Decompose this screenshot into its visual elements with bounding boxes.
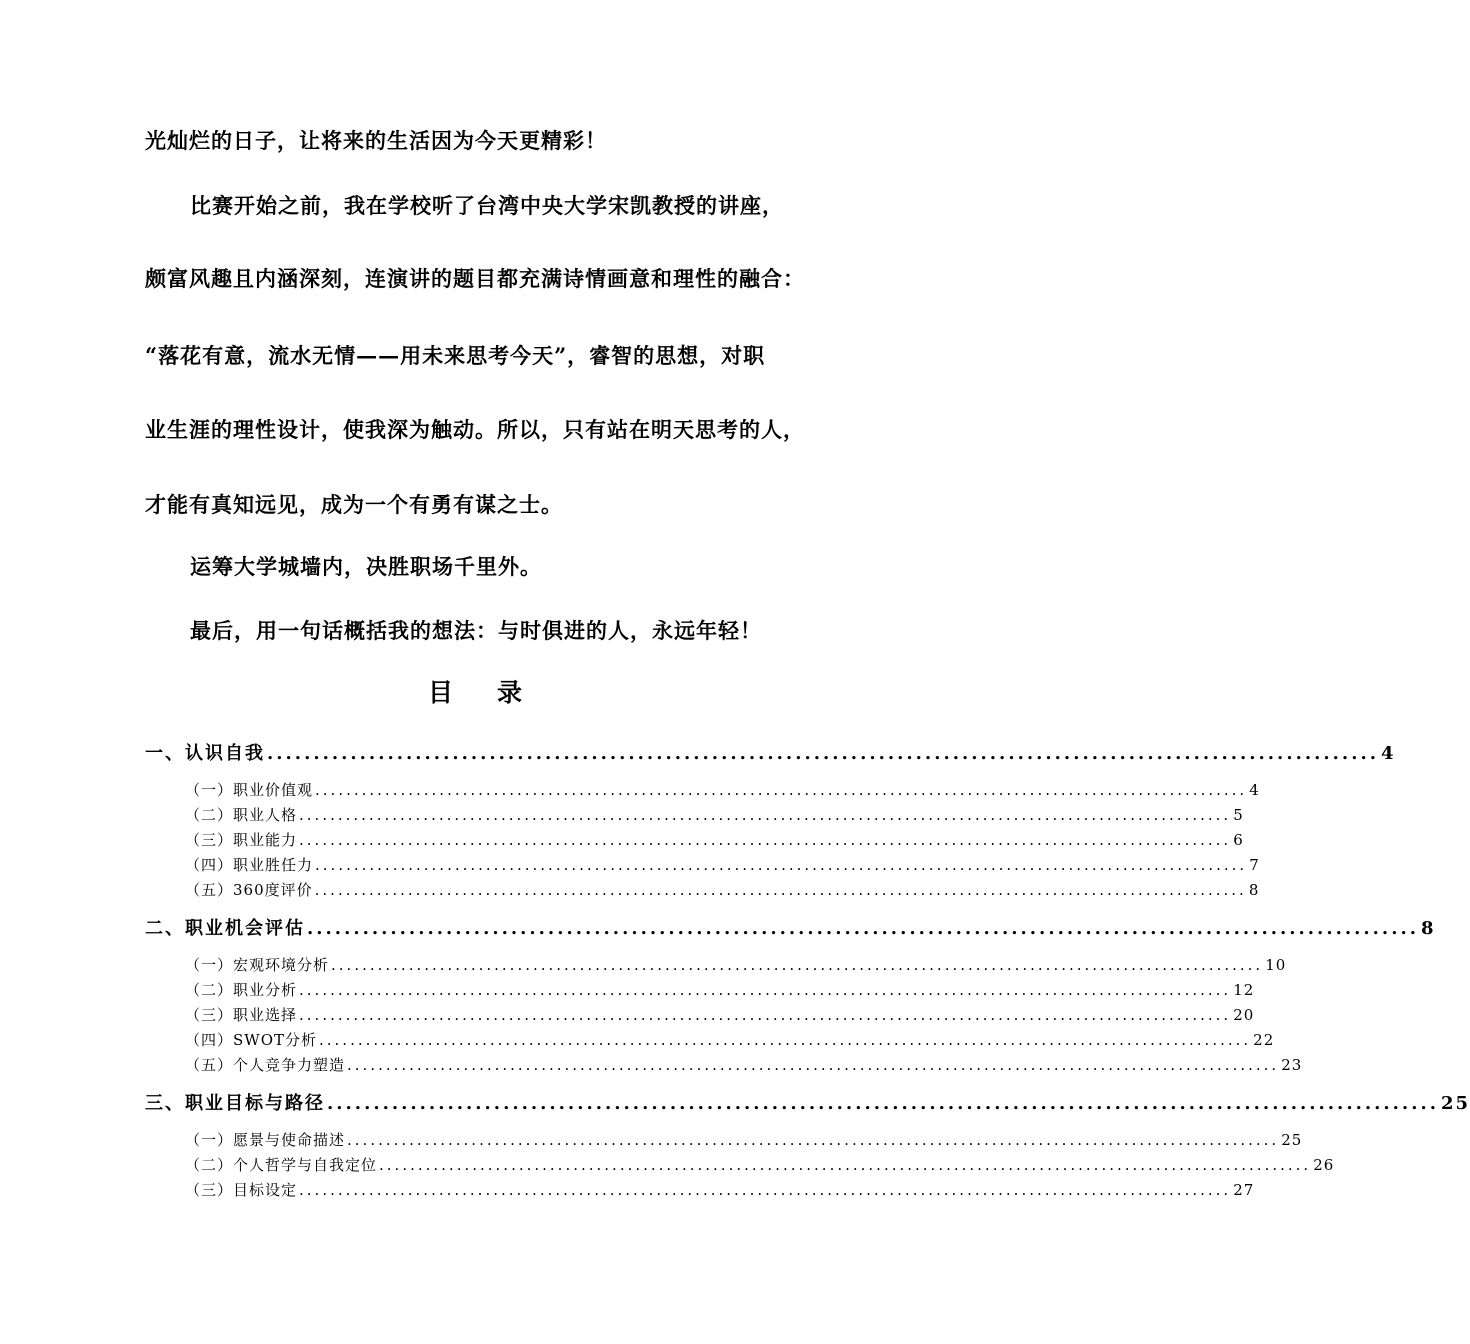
toc-entry-label: 三、职业目标与路径 bbox=[145, 1093, 325, 1114]
body-paragraph-line: 才能有真知远见，成为一个有勇有谋之士。 bbox=[145, 492, 563, 517]
toc-entry-section[interactable] bbox=[185, 981, 1255, 999]
toc-entry-label: （三）职业能力 bbox=[185, 831, 298, 849]
toc-entry-label: （三）目标设定 bbox=[185, 1181, 298, 1199]
toc-page-number: 8 bbox=[1248, 881, 1260, 899]
toc-page-number: 12 bbox=[1233, 981, 1255, 999]
body-paragraph-line: 比赛开始之前，我在学校听了台湾中央大学宋凯教授的讲座， bbox=[190, 193, 784, 218]
toc-entry-label: （一）职业价值观 bbox=[185, 781, 314, 799]
toc-page-number: 6 bbox=[1233, 831, 1244, 849]
toc-entry-section[interactable] bbox=[185, 1006, 1255, 1024]
toc-entry-section[interactable] bbox=[185, 956, 1287, 974]
toc-entry-label: 二、职业机会评估 bbox=[145, 918, 305, 939]
body-paragraph-line: 业生涯的理性设计，使我深为触动。所以，只有站在明天思考的人， bbox=[145, 417, 805, 442]
toc-entry-label: （五）个人竞争力塑造 bbox=[185, 1056, 346, 1074]
toc-entry-section[interactable] bbox=[185, 831, 1244, 849]
toc-leader-dots: ........................................................................................................................ bbox=[331, 956, 1264, 974]
toc-entry-section[interactable] bbox=[185, 1156, 1335, 1174]
toc-leader-dots: ........................................................................................................................ bbox=[307, 918, 1419, 939]
toc-page-number: 8 bbox=[1421, 918, 1436, 939]
toc-page-number: 25 bbox=[1441, 1093, 1470, 1114]
toc-entry-chapter[interactable] bbox=[145, 1093, 1470, 1114]
toc-leader-dots: ........................................................................................................................ bbox=[327, 1093, 1439, 1114]
toc-entry-label: （一）宏观环境分析 bbox=[185, 956, 330, 974]
toc-leader-dots: ........................................................................................................................ bbox=[347, 1056, 1280, 1074]
toc-leader-dots: ........................................................................................................................ bbox=[299, 831, 1232, 849]
toc-page-number: 22 bbox=[1253, 1031, 1275, 1049]
toc-entry-section[interactable] bbox=[185, 881, 1260, 899]
toc-page-number: 25 bbox=[1281, 1131, 1303, 1149]
toc-title: 目录 bbox=[427, 678, 566, 707]
toc-page-number: 23 bbox=[1281, 1056, 1303, 1074]
toc-entry-label: 一、认识自我 bbox=[145, 743, 265, 764]
toc-page-number: 4 bbox=[1381, 743, 1396, 764]
toc-page-number: 26 bbox=[1313, 1156, 1335, 1174]
toc-leader-dots: ........................................................................................................................ bbox=[267, 743, 1379, 764]
toc-leader-dots: ........................................................................................................................ bbox=[315, 781, 1248, 799]
toc-leader-dots: ........................................................................................................................ bbox=[299, 981, 1232, 999]
toc-leader-dots: ........................................................................................................................ bbox=[379, 1156, 1312, 1174]
toc-leader-dots: ........................................................................................................................ bbox=[347, 1131, 1280, 1149]
toc-page-number: 7 bbox=[1249, 856, 1260, 874]
toc-entry-label: （二）个人哲学与自我定位 bbox=[185, 1156, 378, 1174]
toc-leader-dots: ........................................................................................................................ bbox=[299, 1181, 1232, 1199]
toc-entry-label: （四）SWOT分析 bbox=[185, 1031, 317, 1049]
toc-leader-dots: ........................................................................................................................ bbox=[299, 1006, 1232, 1024]
toc-entry-label: （五）360度评价 bbox=[185, 881, 313, 899]
toc-entry-chapter[interactable] bbox=[145, 743, 1396, 764]
toc-entry-label: （二）职业人格 bbox=[185, 806, 298, 824]
toc-leader-dots: ........................................................................................................................ bbox=[314, 881, 1247, 899]
toc-entry-section[interactable] bbox=[185, 781, 1260, 799]
toc-entry-chapter[interactable] bbox=[145, 918, 1436, 939]
toc-entry-section[interactable] bbox=[185, 1131, 1303, 1149]
body-paragraph-line: 最后，用一句话概括我的想法：与时俱进的人，永远年轻！ bbox=[190, 618, 762, 643]
toc-page-number: 5 bbox=[1233, 806, 1244, 824]
toc-page-number: 10 bbox=[1265, 956, 1287, 974]
toc-leader-dots: ........................................................................................................................ bbox=[319, 1031, 1252, 1049]
toc-entry-label: （三）职业选择 bbox=[185, 1006, 298, 1024]
toc-page-number: 20 bbox=[1233, 1006, 1255, 1024]
toc-page-number: 27 bbox=[1233, 1181, 1255, 1199]
toc-entry-label: （一）愿景与使命描述 bbox=[185, 1131, 346, 1149]
toc-entry-section[interactable] bbox=[185, 806, 1244, 824]
body-paragraph-line: 运筹大学城墙内，决胜职场千里外。 bbox=[190, 554, 542, 579]
toc-page-number: 4 bbox=[1249, 781, 1260, 799]
body-paragraph-line: 颇富风趣且内涵深刻，连演讲的题目都充满诗情画意和理性的融合： bbox=[145, 266, 805, 291]
body-paragraph-line: 光灿烂的日子，让将来的生活因为今天更精彩！ bbox=[145, 128, 607, 153]
toc-leader-dots: ........................................................................................................................ bbox=[299, 806, 1232, 824]
toc-leader-dots: ........................................................................................................................ bbox=[315, 856, 1248, 874]
toc-entry-label: （二）职业分析 bbox=[185, 981, 298, 999]
body-paragraph-line: “落花有意，流水无情——用未来思考今天”，睿智的思想，对职 bbox=[145, 343, 766, 368]
toc-entry-section[interactable] bbox=[185, 856, 1260, 874]
toc-entry-section[interactable] bbox=[185, 1056, 1303, 1074]
toc-entry-label: （四）职业胜任力 bbox=[185, 856, 314, 874]
toc-entry-section[interactable] bbox=[185, 1181, 1255, 1199]
toc-entry-section[interactable] bbox=[185, 1031, 1275, 1049]
